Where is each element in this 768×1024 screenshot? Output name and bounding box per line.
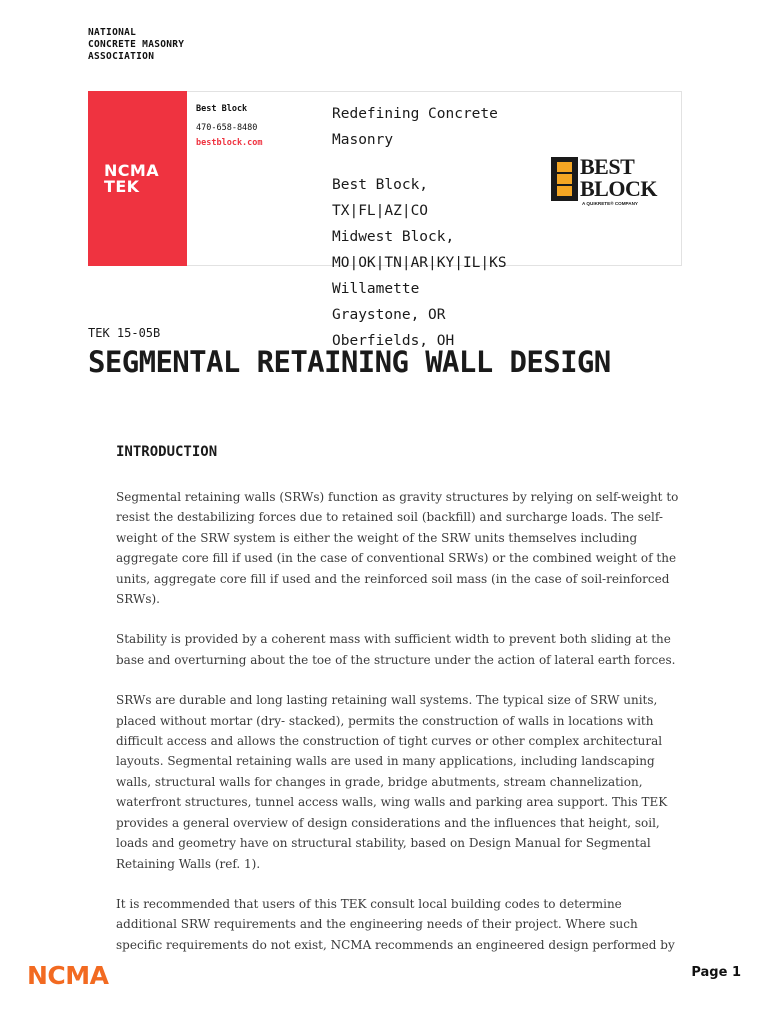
best-block-logo — [551, 154, 657, 209]
producer-location: TX|FL|AZ|CO — [332, 203, 429, 219]
association-line-1: NATIONAL — [88, 27, 137, 38]
document-title: SEGMENTAL RETAINING WALL DESIGN — [88, 345, 611, 379]
association-line-2: CONCRETE MASONRY — [88, 39, 185, 50]
ncma-footer-logo: NCMA — [27, 961, 109, 990]
producer-location: Graystone, OR — [332, 307, 446, 323]
brand-line-1: BEST — [580, 154, 635, 179]
paragraph: SRWs are durable and long lasting retaining wall systems. The typical size of SRW units, placed without mortar (dry- stacked), permits the construction of walls in locations with difficult access and allows the construction of tight curves or other complex architectural layouts. Segmental retaining walls are used in many applications, including landscaping walls, structural walls for changes in grade, bridge abutments, stream channelization, waterfront structures, tunnel access walls, wing walls and parking area support. This TEK provides a general overview of design considerations and the influences that height, soil, loads and geometry have on structural stability, based on Design Manual for Segmental Retaining Walls (ref. 1). — [116, 693, 668, 871]
producer-location: Oberfields, OH — [332, 333, 455, 349]
page-number: Page 1 — [691, 965, 741, 980]
contact-website-link[interactable]: bestblock.com — [196, 138, 263, 148]
contact-phone: 470-658-8480 — [196, 123, 258, 133]
producer-location: Midwest Block, — [332, 229, 455, 245]
best-block-wordmark — [580, 156, 657, 200]
producer-contact — [196, 101, 263, 151]
best-block-mark-icon — [551, 157, 578, 201]
producer-location: Best Block, — [332, 177, 429, 193]
badge-line-2: TEK — [104, 177, 140, 196]
contact-name: Best Block — [196, 104, 248, 114]
brand-line-2: BLOCK — [580, 176, 657, 201]
body-text — [116, 487, 681, 952]
section-heading: INTRODUCTION — [116, 444, 218, 460]
paragraph: Segmental retaining walls (SRWs) function as gravity structures by relying on self-weight to resist the destabilizing forces due to retained soil (backfill) and surcharge loads. The self-weight of the SRW system is either the weight of the SRW units themselves including aggregate core fill if used (in the case of conventional SRWs) or the combined weight of the units, aggregate core fill if used and the reinforced soil mass (in the case of soil-reinforced SRWs). — [116, 490, 679, 607]
ncma-tek-badge — [88, 91, 187, 266]
paragraph: Stability is provided by a coherent mass with sufficient width to prevent both sliding at the base and overturning about the toe of the structure under the action of lateral earth forces. — [116, 632, 676, 667]
producer-tagline-2: Masonry — [332, 132, 394, 148]
tek-number: TEK 15-05B — [88, 326, 161, 340]
brand-tagline: A QUIKRETE® COMPANY — [582, 201, 638, 206]
ncma-tek-logo — [104, 163, 159, 195]
producer-location: MO|OK|TN|AR|KY|IL|KS — [332, 255, 507, 271]
association-name — [88, 27, 184, 63]
badge-line-1: NCMA — [104, 161, 160, 180]
paragraph: It is recommended that users of this TEK consult local building codes to determine additional SRW requirements and the engineering needs of their project. Where such specific requirements do not exist, NCMA recommends an engineered design performed by — [116, 896, 675, 952]
producer-location: Willamette — [332, 281, 420, 297]
association-line-3: ASSOCIATION — [88, 51, 155, 62]
producer-info — [332, 101, 532, 354]
producer-tagline-1: Redefining Concrete — [332, 106, 498, 122]
